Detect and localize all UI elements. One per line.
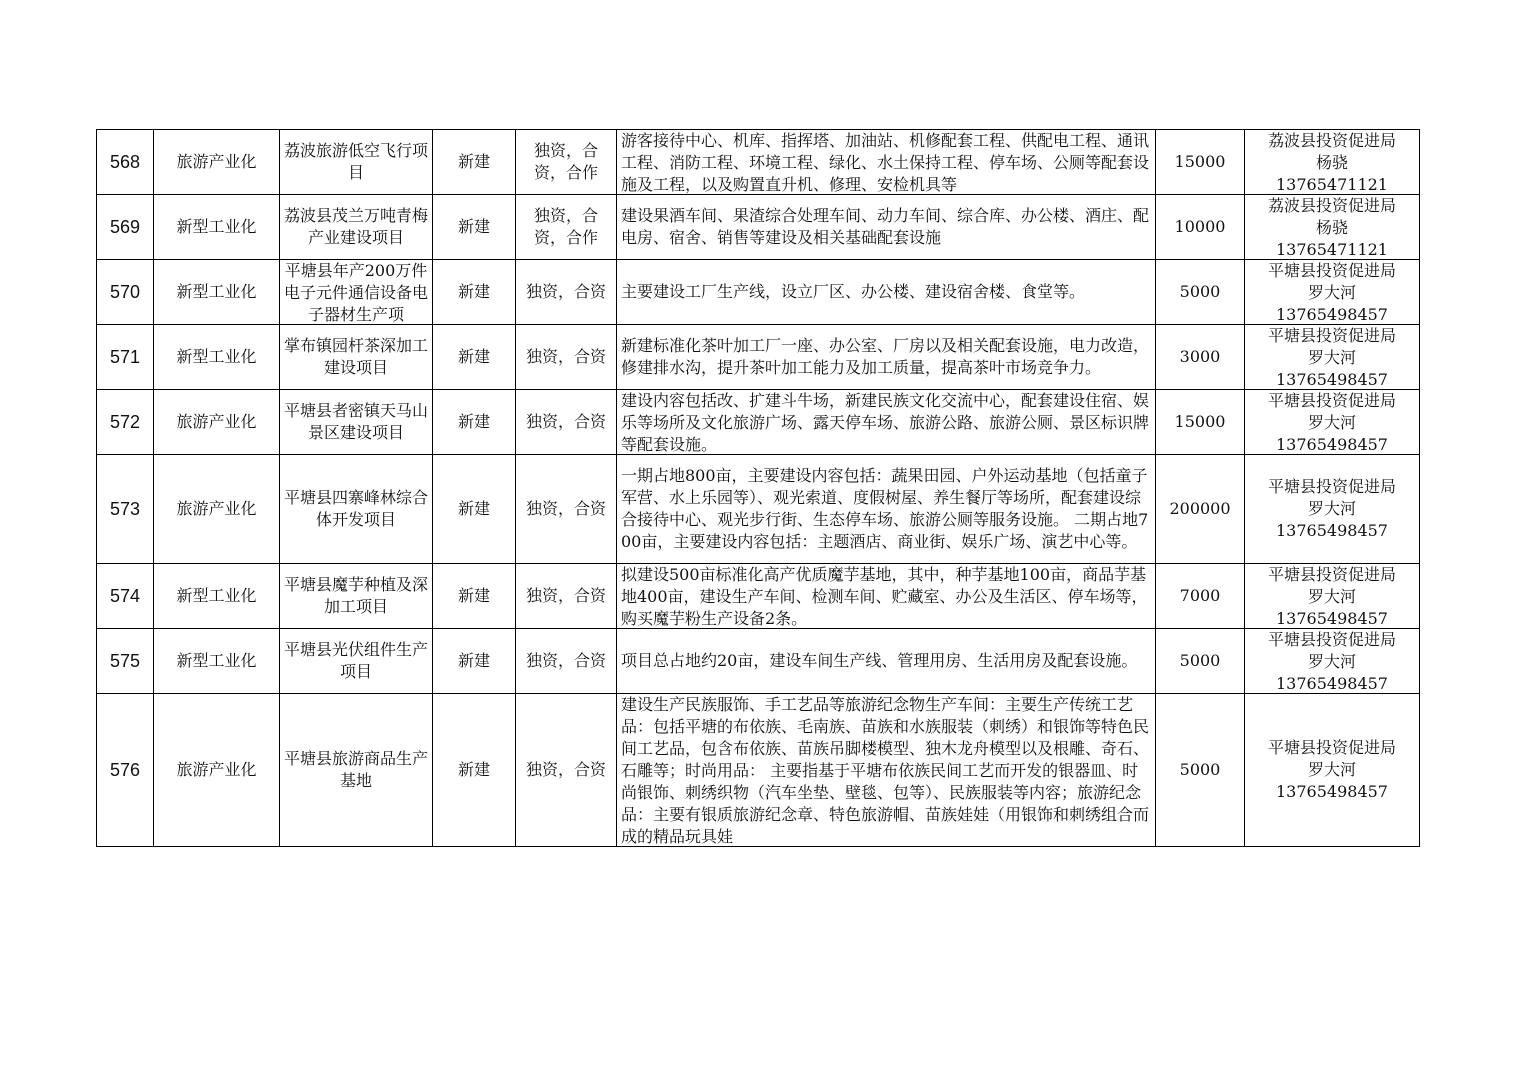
construction-content-text: 项目总占地约20亩，建设车间生产线、管理用房、生活用房及配套设施。 [621,651,1138,670]
construction-type: 新建 [433,390,516,455]
contact-org: 平塘县投资促进局 [1267,326,1396,345]
construction-type: 新建 [433,455,516,564]
investment-amount: 3000 [1156,325,1245,390]
table-row [97,390,1420,455]
project-name [280,564,433,629]
industry-category: 旅游产业化 [154,130,280,195]
construction-content [617,130,1156,195]
project-name-text: 平塘县旅游商品生产基地 [284,749,429,790]
project-name-text: 荔波县茂兰万吨青梅产业建设项目 [284,206,429,247]
row-number: 574 [97,564,154,629]
contact-org: 荔波县投资促进局 [1267,131,1396,150]
industry-category: 新型工业化 [154,564,280,629]
contact-phone: 13765498457 [1276,609,1388,628]
construction-type: 新建 [433,325,516,390]
construction-content-text: 建设生产民族服饰、手工艺品等旅游纪念物生产车间：主要生产传统工艺品：包括平塘的布依族、毛南族、苗族和水族服装（刺绣）和银饰等特色民间工艺品，包含布依族、苗族吊脚楼模型、独木龙舟模型以及根雕、奇石、石雕等；时尚用品： 主要指基于平塘布依族民间工艺而开发的银器皿、时尚银饰、刺绣织物（汽车坐垫、壁毯、包等）、民族服装等内容；旅游纪念品：主要有银质旅游纪念章、特色旅游帽、苗族娃娃（用银饰和刺绣组合而成的精品玩具娃 [621,695,1150,846]
industry-category: 旅游产业化 [154,694,280,847]
cooperation-mode: 独资，合资 [516,260,617,325]
cooperation-mode: 独资，合资 [516,455,617,564]
construction-content-text: 拟建设500亩标准化高产优质魔芋基地，其中，种芋基地100亩，商品芋基地400亩，建设生产车间、检测车间、贮藏室、办公及生活区、停车场等，购买魔芋粉生产设备2条。 [621,565,1148,628]
project-name [280,195,433,260]
row-number: 568 [97,130,154,195]
construction-content-text: 建设果酒车间、果渣综合处理车间、动力车间、综合库、办公楼、酒庄、配电房、宿舍、销售等建设及相关基础配套设施 [621,206,1150,247]
contact-phone: 13765498457 [1276,521,1388,540]
cooperation-mode: 独资，合资 [516,325,617,390]
table-row [97,130,1420,195]
investment-amount: 10000 [1156,195,1245,260]
project-table [96,129,1420,847]
contact-org: 平塘县投资促进局 [1267,565,1396,584]
row-number: 572 [97,390,154,455]
cooperation-mode: 独资，合资 [516,564,617,629]
contact-info [1245,130,1420,195]
project-name-text: 平塘县者密镇天马山景区建设项目 [284,401,429,442]
table-row [97,195,1420,260]
row-number: 576 [97,694,154,847]
construction-type: 新建 [433,694,516,847]
construction-content [617,629,1156,694]
construction-content [617,390,1156,455]
contact-org: 平塘县投资促进局 [1267,391,1396,410]
contact-person: 罗大河 [1307,413,1356,432]
cooperation-mode [516,130,617,195]
contact-person: 罗大河 [1307,760,1356,779]
construction-type: 新建 [433,130,516,195]
construction-type: 新建 [433,564,516,629]
cooperation-mode: 独资，合资 [516,390,617,455]
contact-info [1245,564,1420,629]
contact-info [1245,260,1420,325]
contact-info [1245,694,1420,847]
construction-content [617,195,1156,260]
project-name-text: 平塘县魔芋种植及深加工项目 [284,575,429,616]
construction-content [617,694,1156,847]
contact-person: 杨骁 [1315,218,1348,237]
contact-phone: 13765471121 [1276,175,1388,194]
contact-person: 罗大河 [1307,348,1356,367]
row-number: 570 [97,260,154,325]
contact-info [1245,390,1420,455]
project-name-text: 荔波旅游低空飞行项目 [284,141,429,182]
table-row [97,455,1420,564]
construction-content-text: 建设内容包括改、扩建斗牛场，新建民族文化交流中心，配套建设住宿、娱乐等场所及文化旅游广场、露天停车场、旅游公路、旅游公厕、景区标识牌等配套设施。 [621,391,1150,454]
contact-info [1245,629,1420,694]
industry-category: 旅游产业化 [154,455,280,564]
project-name [280,455,433,564]
contact-info [1245,455,1420,564]
contact-phone: 13765498457 [1276,370,1388,389]
contact-person: 罗大河 [1307,587,1356,606]
industry-category: 新型工业化 [154,325,280,390]
table-row [97,564,1420,629]
investment-amount: 200000 [1156,455,1245,564]
investment-amount: 7000 [1156,564,1245,629]
contact-phone: 13765498457 [1276,674,1388,693]
table-row [97,629,1420,694]
contact-org: 平塘县投资促进局 [1267,630,1396,649]
construction-content [617,260,1156,325]
contact-org: 平塘县投资促进局 [1267,261,1396,280]
contact-info [1245,325,1420,390]
project-name-text: 掌布镇园杆茶深加工建设项目 [284,336,429,377]
contact-phone: 13765498457 [1276,305,1388,324]
investment-amount: 5000 [1156,694,1245,847]
construction-type: 新建 [433,260,516,325]
row-number: 573 [97,455,154,564]
project-name [280,325,433,390]
cooperation-mode-text: 独资，合资，合作 [533,141,598,182]
project-name [280,130,433,195]
project-name-text: 平塘县四寨峰林综合体开发项目 [284,488,429,529]
project-table-wrapper [96,129,1420,847]
contact-person: 杨骁 [1315,153,1348,172]
construction-content [617,564,1156,629]
table-row [97,694,1420,847]
construction-content [617,455,1156,564]
contact-phone: 13765498457 [1276,435,1388,454]
construction-type: 新建 [433,195,516,260]
project-name [280,260,433,325]
construction-content-text: 新建标准化茶叶加工厂一座、办公室、厂房以及相关配套设施，电力改造，修建排水沟，提升茶叶加工能力及加工质量，提高茶叶市场竞争力。 [621,336,1150,377]
contact-person: 罗大河 [1307,283,1356,302]
table-row [97,325,1420,390]
construction-content-text: 游客接待中心、机库、指挥塔、加油站、机修配套工程、供配电工程、通讯工程、消防工程、环境工程、绿化、水土保持工程、停车场、公厕等配套设施及工程，以及购置直升机、修理、安检机具等 [621,131,1150,194]
contact-org: 平塘县投资促进局 [1267,738,1396,757]
industry-category: 旅游产业化 [154,390,280,455]
industry-category: 新型工业化 [154,629,280,694]
cooperation-mode-text: 独资，合资，合作 [533,206,598,247]
cooperation-mode [516,195,617,260]
project-name-text: 平塘县光伏组件生产项目 [284,640,429,681]
contact-phone: 13765471121 [1276,240,1388,259]
industry-category: 新型工业化 [154,260,280,325]
contact-person: 罗大河 [1307,499,1356,518]
investment-amount: 15000 [1156,390,1245,455]
contact-phone: 13765498457 [1276,782,1388,801]
project-name [280,694,433,847]
contact-org: 荔波县投资促进局 [1267,196,1396,215]
investment-amount: 5000 [1156,260,1245,325]
row-number: 571 [97,325,154,390]
construction-type: 新建 [433,629,516,694]
investment-amount: 5000 [1156,629,1245,694]
project-name [280,390,433,455]
construction-content-text: 一期占地800亩，主要建设内容包括：蔬果田园、户外运动基地（包括童子军营、水上乐园等）、观光索道、度假树屋、养生餐厅等场所，配套建设综合接待中心、观光步行街、生态停车场、旅游公厕等服务设施。 二期占地700亩，主要建设内容包括：主题酒店、商业街、娱乐广场、演艺中心等。 [621,466,1149,551]
construction-content-text: 主要建设工厂生产线，设立厂区、办公楼、建设宿舍楼、食堂等。 [621,282,1086,301]
contact-org: 平塘县投资促进局 [1267,477,1396,496]
cooperation-mode: 独资，合资 [516,629,617,694]
industry-category: 新型工业化 [154,195,280,260]
row-number: 575 [97,629,154,694]
contact-info [1245,195,1420,260]
investment-amount: 15000 [1156,130,1245,195]
project-name [280,629,433,694]
cooperation-mode: 独资，合资 [516,694,617,847]
project-name-text: 平塘县年产200万件电子元件通信设备电子器材生产项 [284,261,429,324]
row-number: 569 [97,195,154,260]
construction-content [617,325,1156,390]
contact-person: 罗大河 [1307,652,1356,671]
table-row [97,260,1420,325]
